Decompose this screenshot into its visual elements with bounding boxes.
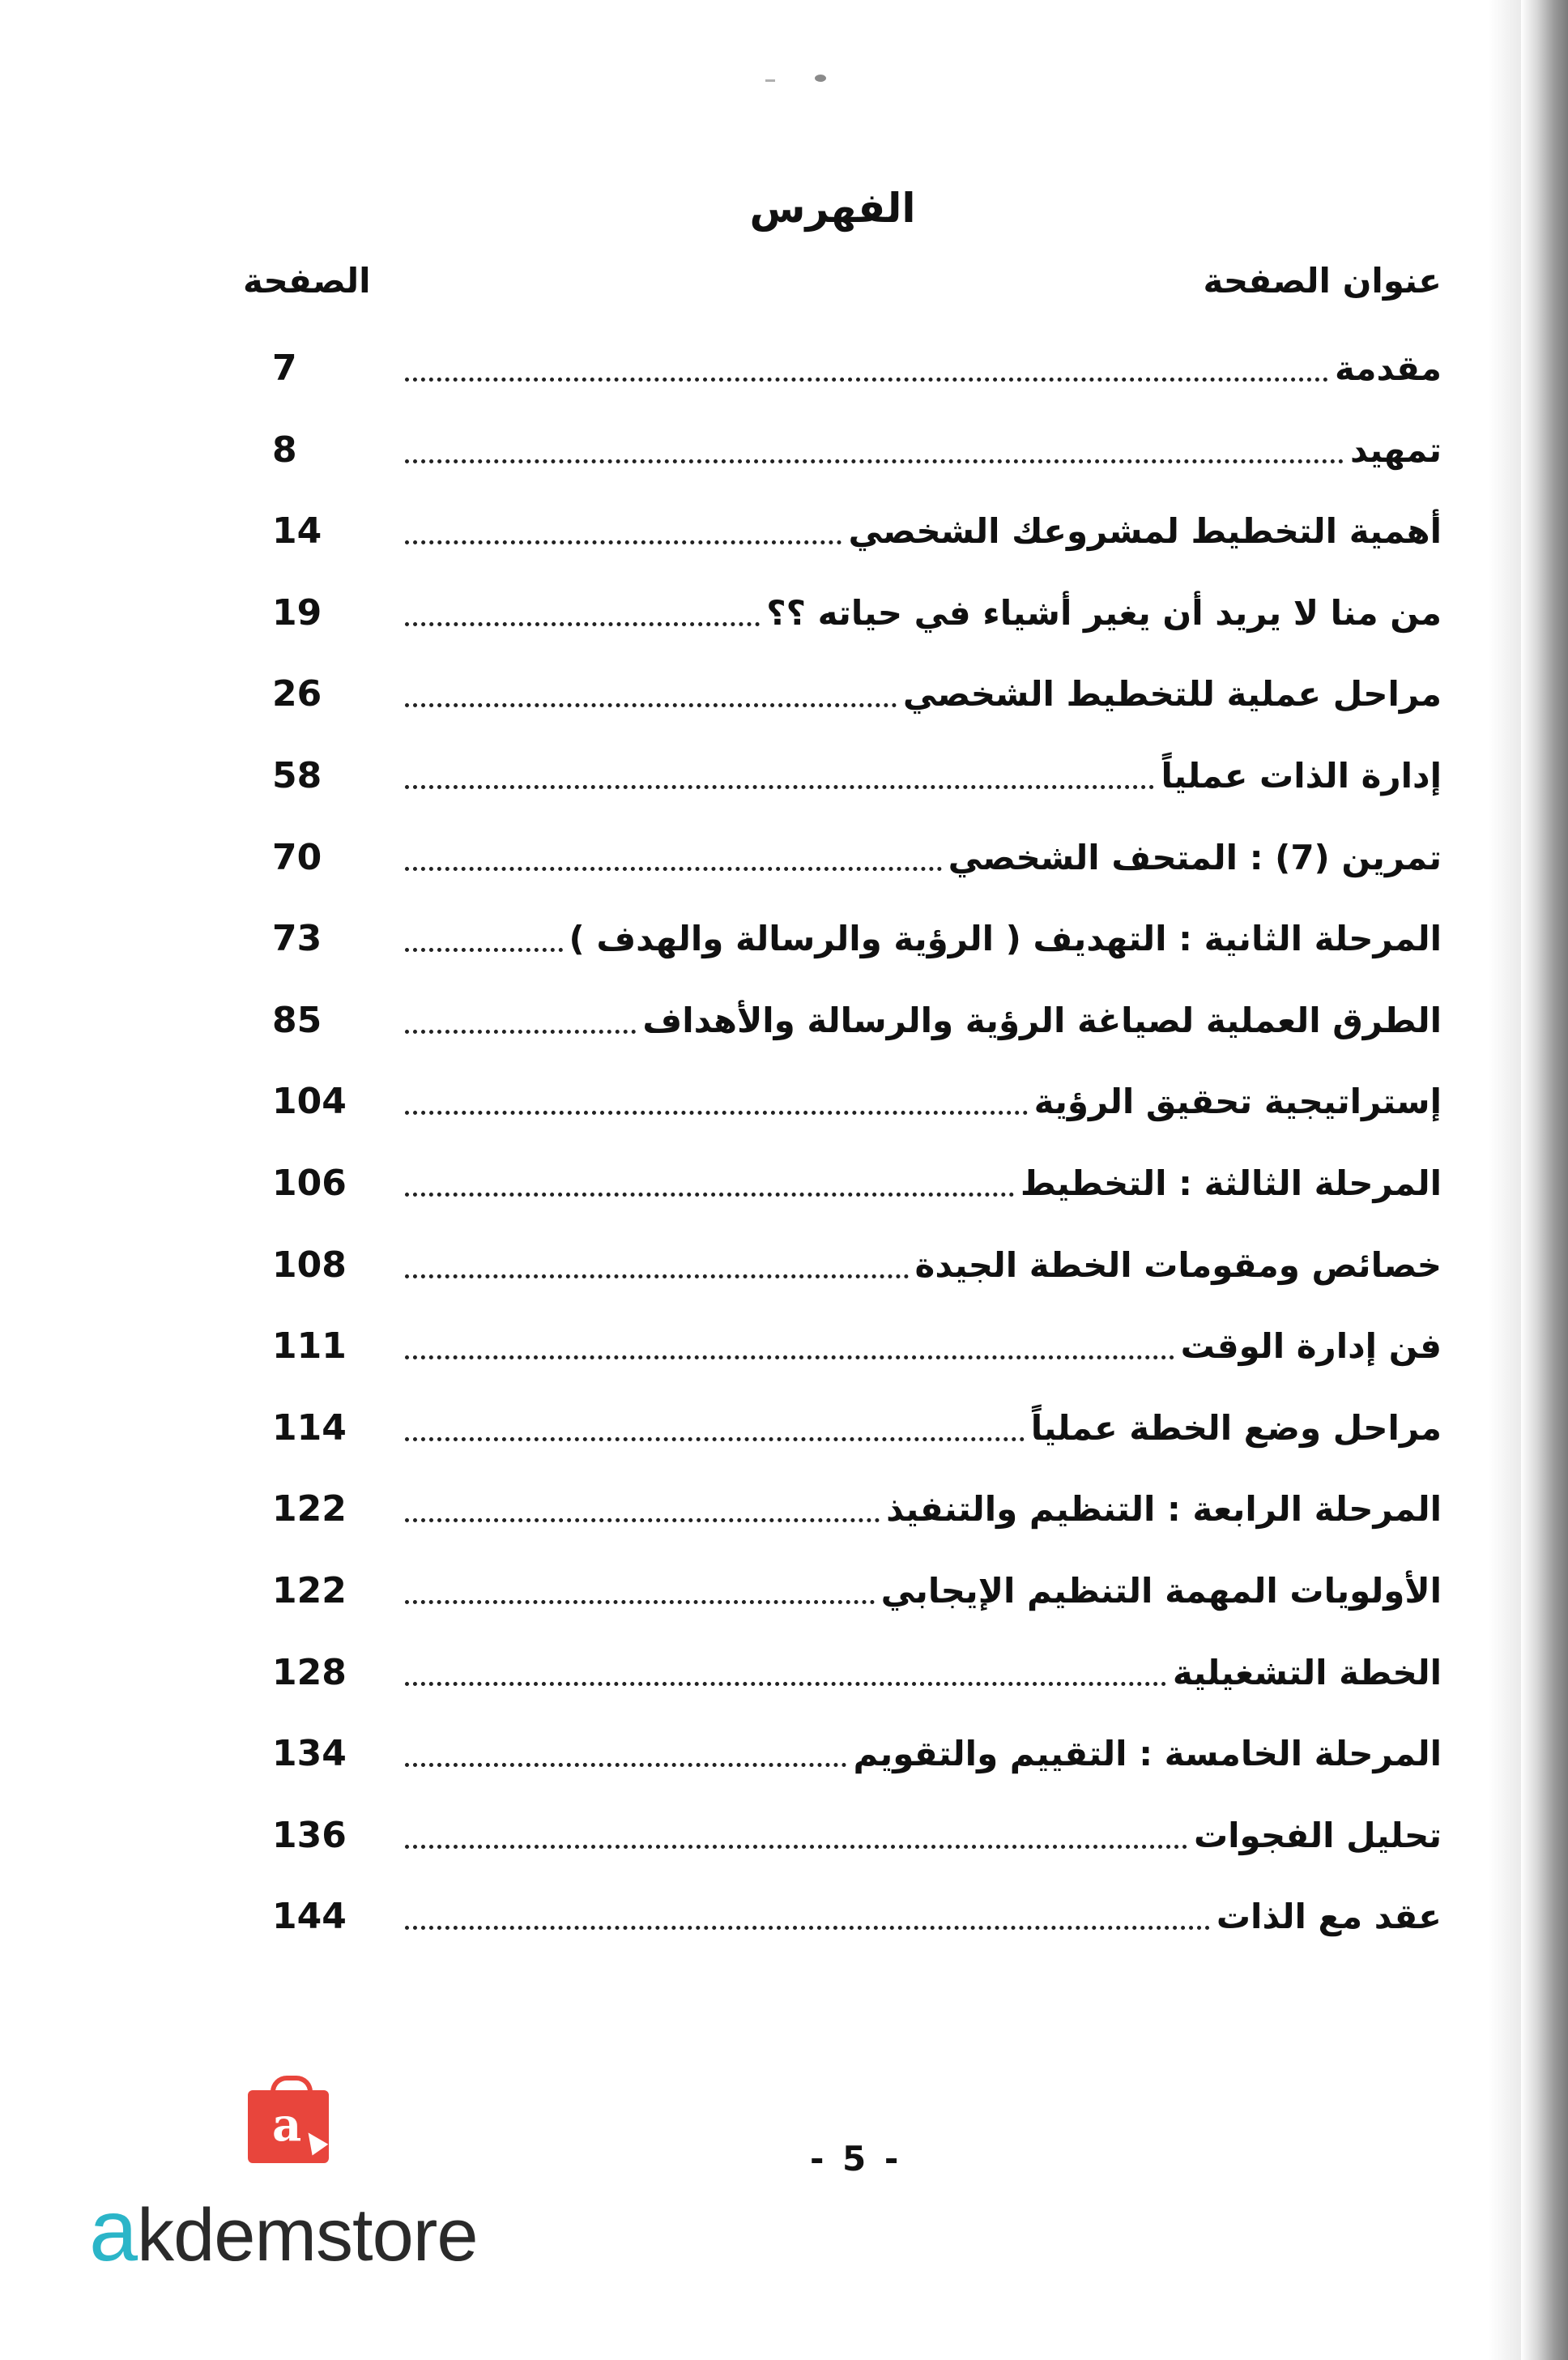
toc-entry-page: 19 (272, 591, 322, 634)
toc-entry-title: خصائص ومقومات الخطة الجيدة (914, 1244, 1442, 1285)
toc-entry-page: 7 (272, 348, 297, 389)
toc-entry-page: 8 (272, 429, 297, 471)
brand-accent-letter: a (89, 2181, 138, 2279)
toc-entry-title: الأولويات المهمة التنظيم الإيجابي (880, 1571, 1442, 1611)
toc-entry-title: تمرين (7) : المتحف الشخصي (948, 837, 1442, 877)
toc-entry-page: 136 (272, 1814, 347, 1856)
toc-entry-title: تحليل الفجوات (1193, 1815, 1442, 1855)
toc-row (243, 585, 1442, 642)
toc-dot-leader (405, 948, 563, 952)
toc-row (243, 1155, 1442, 1212)
toc-entry-page: 128 (272, 1651, 347, 1693)
toc-dot-leader (405, 1193, 1014, 1197)
toc-entry-title: إدارة الذات عملياً (1161, 756, 1442, 796)
toc-dot-leader (405, 1763, 846, 1767)
toc-dot-leader (405, 1355, 1174, 1359)
toc-entry-page: 70 (272, 836, 322, 878)
bag-letter: a (272, 2098, 302, 2152)
toc-entry-title: المرحلة الرابعة : التنظيم والتنفيذ (886, 1489, 1442, 1530)
toc-dot-leader (405, 459, 1344, 463)
toc-dot-leader (405, 867, 942, 871)
toc-entry-page: 144 (272, 1896, 347, 1938)
column-header-title: عنوان الصفحة (1203, 261, 1442, 301)
toc-entry-title: من منا لا يريد أن يغير أشياء في حياته ؟؟ (766, 592, 1442, 633)
print-speck (815, 75, 826, 82)
toc-dot-leader (405, 1274, 909, 1278)
toc-entry-title: مراحل عملية للتخطيط الشخصي (902, 674, 1442, 715)
column-header-page: الصفحة (243, 261, 371, 301)
toc-dot-leader (405, 540, 842, 544)
toc-entry-page: 134 (272, 1733, 347, 1775)
toc-dot-leader (405, 1030, 636, 1034)
toc-entry-title: فن إدارة الوقت (1180, 1326, 1442, 1367)
toc-row (243, 422, 1442, 479)
toc-dot-leader (405, 785, 1154, 789)
print-mark (765, 79, 775, 82)
toc-entry-title: مقدمة (1335, 348, 1442, 388)
toc-entry-title: مراحل وضع الخطة عملياً (1030, 1407, 1442, 1448)
toc-entry-page: 26 (272, 673, 322, 715)
toc-row (243, 992, 1442, 1049)
toc-dot-leader (405, 1600, 875, 1604)
toc-entry-page: 108 (272, 1244, 347, 1286)
toc-entry-page: 14 (272, 510, 322, 553)
toc-entry-title: إستراتيجية تحقيق الرؤية (1033, 1082, 1442, 1122)
toc-dot-leader (405, 1682, 1166, 1686)
toc-row (243, 503, 1442, 560)
toc-entry-title: تمهيد (1349, 429, 1442, 470)
toc-entry-page: 104 (272, 1081, 347, 1123)
toc-entry-title: أهمية التخطيط لمشروعك الشخصي (848, 511, 1442, 552)
toc-dot-leader (405, 1845, 1187, 1849)
toc-row (243, 1481, 1442, 1538)
page-number: - 5 - (810, 2139, 902, 2179)
toc-row (243, 1073, 1442, 1130)
shopping-bag-icon (248, 2090, 329, 2163)
toc-dot-leader (405, 703, 897, 707)
toc-dot-leader (405, 1437, 1025, 1441)
toc-entry-page: 122 (272, 1570, 347, 1611)
brand-wordmark (89, 2179, 478, 2281)
toc-dot-leader (405, 622, 760, 626)
toc-entry-page: 85 (272, 999, 322, 1041)
toc-row (243, 1888, 1442, 1945)
page-title: الفهرس (749, 185, 916, 232)
table-of-contents (0, 340, 1568, 1961)
toc-row (243, 666, 1442, 723)
toc-entry-title: المرحلة الثانية : التهديف ( الرؤية والرسالة والهدف ) (569, 919, 1442, 959)
toc-entry-page: 58 (272, 755, 322, 796)
toc-row (243, 1807, 1442, 1864)
toc-dot-leader (405, 1111, 1028, 1115)
toc-row (243, 1645, 1442, 1701)
toc-dot-leader (405, 1518, 880, 1522)
toc-row (243, 1726, 1442, 1782)
toc-row (243, 911, 1442, 967)
toc-entry-page: 122 (272, 1488, 347, 1530)
store-logo (89, 2090, 526, 2309)
toc-row (243, 830, 1442, 886)
toc-entry-page: 73 (272, 918, 322, 960)
toc-row (243, 1237, 1442, 1294)
toc-entry-title: عقد مع الذات (1216, 1897, 1442, 1937)
toc-entry-page: 106 (272, 1163, 347, 1204)
toc-dot-leader (405, 378, 1328, 382)
toc-entry-title: الخطة التشغيلية (1172, 1652, 1442, 1692)
toc-entry-title: المرحلة الثالثة : التخطيط (1020, 1163, 1442, 1203)
toc-entry-title: الطرق العملية لصياغة الرؤية والرسالة والأهداف (642, 1000, 1442, 1040)
toc-row (243, 1400, 1442, 1457)
toc-row (243, 1563, 1442, 1620)
toc-entry-page: 114 (272, 1406, 347, 1449)
cursor-icon (300, 2127, 329, 2155)
brand-name: kdemstore (137, 2194, 478, 2277)
toc-row (243, 340, 1442, 397)
toc-row (243, 748, 1442, 804)
toc-dot-leader (405, 1926, 1210, 1930)
toc-entry-title: المرحلة الخامسة : التقييم والتقويم (853, 1734, 1442, 1774)
toc-row (243, 1318, 1442, 1375)
toc-entry-page: 111 (272, 1325, 347, 1368)
